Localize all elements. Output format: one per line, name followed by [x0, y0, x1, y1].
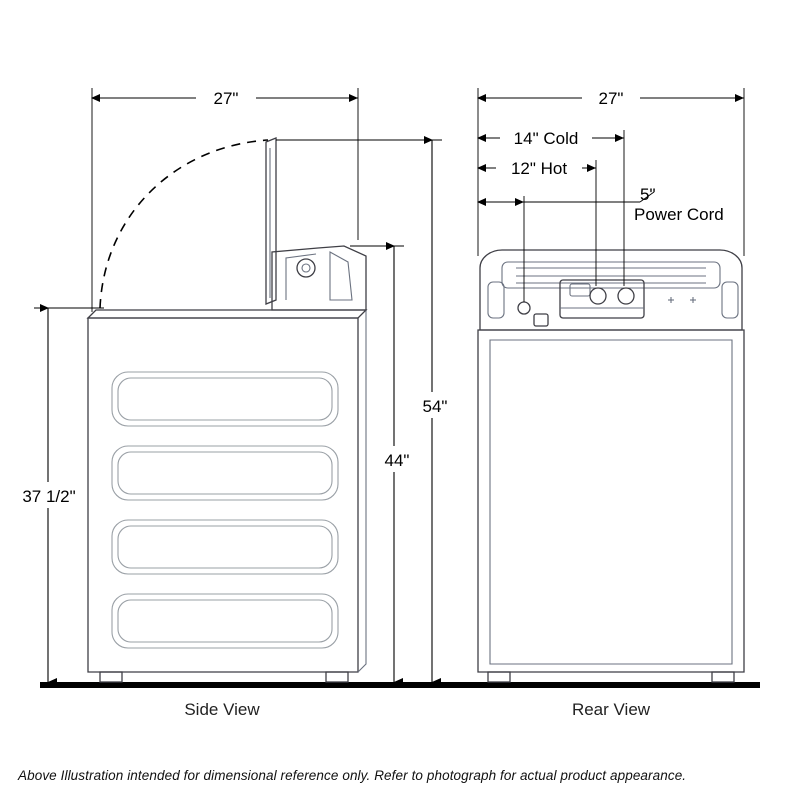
lid-swing-arc	[100, 140, 268, 308]
side-panel-recesses	[112, 372, 338, 648]
dim-rear-width-label: 27"	[598, 89, 624, 108]
rear-view-label: Rear View	[571, 700, 651, 719]
side-view-open-lid	[266, 138, 276, 304]
side-view-washer	[88, 138, 366, 682]
rear-inlet-block	[560, 280, 644, 318]
dim-rear-power-cord-value: 5"	[640, 185, 656, 204]
dim-side-height-console-label: 44"	[384, 451, 410, 470]
illustration-footnote: Above Illustration intended for dimensional reference only. Refer to photograph for actual product appearance.	[18, 768, 687, 783]
dim-rear-hot-label: 12" Hot	[510, 159, 568, 178]
dim-side-height-lid-open-label: 54"	[422, 397, 448, 416]
floor-line	[40, 682, 760, 688]
dim-side-height-cabinet	[12, 308, 104, 682]
side-view-console	[272, 246, 366, 310]
dim-side-width-label: 27"	[213, 89, 239, 108]
dim-side-width	[92, 86, 358, 312]
dim-side-height-console	[350, 246, 420, 682]
dim-side-height-cabinet-label: 37 1/2"	[22, 487, 76, 506]
dim-rear-hot	[478, 156, 596, 286]
rear-panel-marks	[668, 297, 696, 303]
rear-view-washer	[478, 250, 744, 682]
rear-power-cord-outlet	[518, 302, 548, 326]
dim-rear-power-cord-label: Power Cord	[634, 205, 724, 224]
dim-rear-power-cord	[478, 185, 724, 302]
dim-rear-cold-label: 14" Cold	[513, 129, 579, 148]
side-view-label: Side View	[184, 700, 260, 719]
